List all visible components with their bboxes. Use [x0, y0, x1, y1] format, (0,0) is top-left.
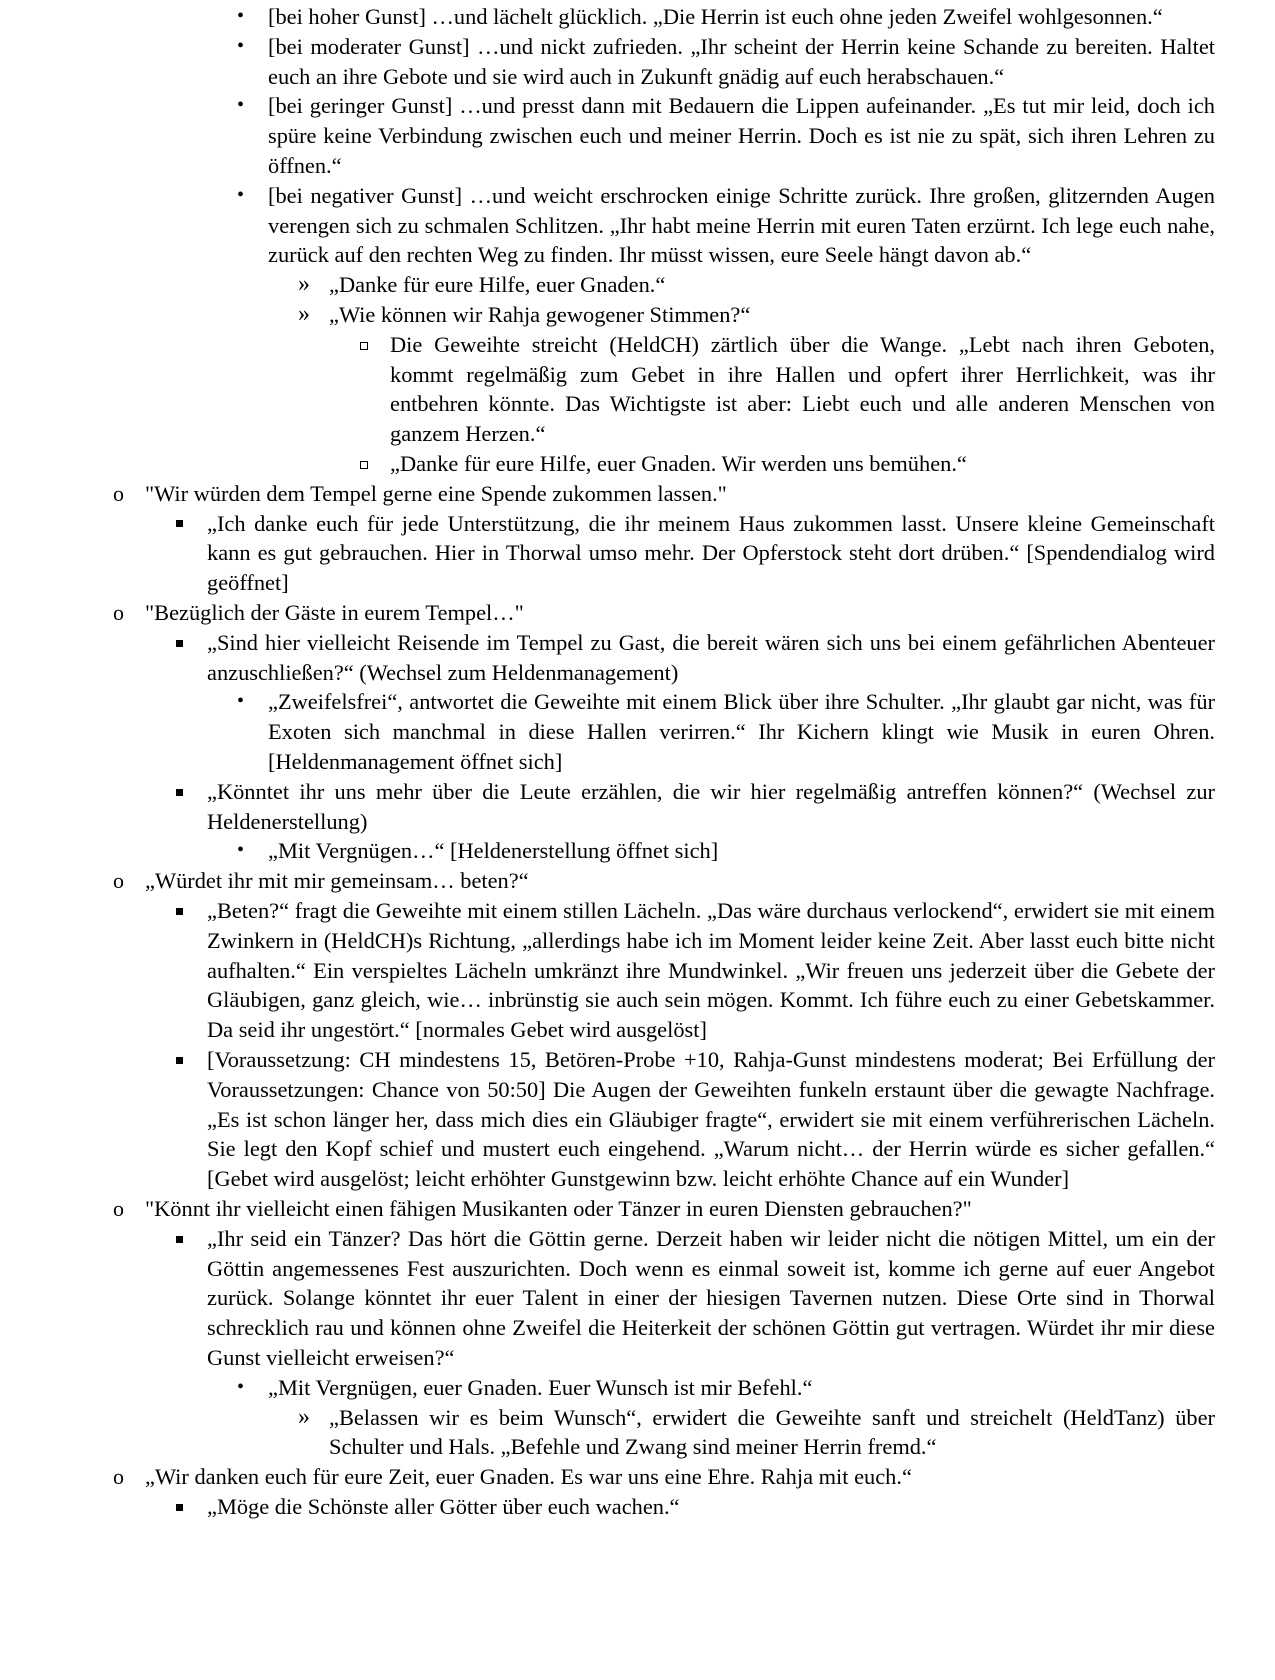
list-item-text: "Bezüglich der Gäste in eurem Tempel…": [145, 600, 524, 625]
list-item-text: „Zweifelsfrei“, antwortet die Geweihte mit einem Blick über ihre Schulter. „Ihr glaubt gar nicht, was für Exoten sich manchmal in diese Hallen verirren.“ Ihr Kichern klingt wie Musik in euren Ohren. [Heldenmanagement öffnet sich]: [268, 689, 1215, 774]
list-item-text: „Ich danke euch für jede Unterstützung, die ihr meinem Haus zukommen lasst. Unsere kleine Gemeinschaft kann es gut gebrauchen. Hier in Thorwal umso mehr. Der Opferstock steht dort drüben.“ [Spendendialog wird geöffnet]: [207, 510, 1215, 596]
list-item: [207, 1492, 1215, 1522]
list-item-text: "Könnt ihr vielleicht einen fähigen Musikanten oder Tänzer in euren Diensten gebrauchen?": [145, 1196, 972, 1221]
list-item: [390, 449, 1215, 479]
list-item: [207, 1045, 1215, 1194]
level2-bullet: [176, 1492, 183, 1522]
list-item: [207, 1224, 1215, 1373]
list-item-text: „Wir danken euch für eure Zeit, euer Gnaden. Es war uns eine Ehre. Rahja mit euch.“: [145, 1464, 912, 1490]
list-item: [207, 509, 1215, 598]
list-item-text: Die Geweihte streicht (HeldCH) zärtlich über die Wange. „Lebt nach ihren Geboten, kommt regelmäßig zum Gebet in ihre Hallen und opfert ihrer Herrlichkeit, was ihr entbehren könnte. Das Wichtigste ist aber: Liebt euch und alle anderen Menschen von ganzem Herzen.“: [390, 331, 1215, 447]
level4-bullet: »: [298, 301, 310, 327]
list-item-text: „Würdet ihr mit mir gemeinsam… beten?“: [145, 868, 529, 894]
list-item: [329, 270, 1215, 300]
list-item-text: "Wir würden dem Tempel gerne eine Spende zukommen lassen.": [145, 480, 727, 506]
list-item: [268, 836, 1215, 866]
list-item-text: „Sind hier vielleicht Reisende im Tempel zu Gast, die bereit wären sich uns bei einem gefährlichen Abenteuer anzuschließen?“ (Wechsel zum Heldenmanagement): [207, 629, 1215, 685]
level1-bullet: o: [113, 600, 124, 625]
list-item: [268, 2, 1215, 32]
level2-bullet: [176, 1224, 183, 1254]
list-item: [390, 330, 1215, 449]
list-item: [268, 1373, 1215, 1403]
level3-bullet: •: [237, 5, 245, 27]
level2-bullet: [176, 628, 183, 658]
level1-bullet: o: [113, 1464, 124, 1490]
list-item-text: „Wie können wir Rahja gewogener Stimmen?“: [329, 302, 751, 327]
level2-bullet: [176, 509, 183, 539]
level5-bullet: [360, 449, 368, 479]
list-item: [145, 1194, 1215, 1224]
level1-bullet: o: [113, 868, 124, 894]
level4-bullet: »: [298, 1403, 310, 1430]
list-item-text: „Danke für eure Hilfe, euer Gnaden. Wir werden uns bemühen.“: [390, 451, 967, 476]
level4-bullet: »: [298, 271, 310, 298]
list-item: [329, 1403, 1215, 1463]
level2-bullet: [176, 777, 183, 807]
list-item-text: [bei hoher Gunst] …und lächelt glücklich. „Die Herrin ist euch ohne jeden Zweifel wohlgesonnen.“: [268, 4, 1163, 29]
list-item-text: „Beten?“ fragt die Geweihte mit einem stillen Lächeln. „Das wäre durchaus verlockend“, erwidert sie mit einem Zwinkern in (HeldCH)s Richtung, „allerdings habe ich im Moment leider keine Zeit. Aber lasst euch bitte nicht aufhalten.“ Ein verspieltes Lächeln umkränzt ihre Mundwinkel. „Wir freuen uns jederzeit über die Gebete der Gläubigen, ganz gleich, wie… inbrünstig sie auch sein mögen. Kommt. Ich führe euch zu einer Gebetskammer. Da seid ihr ungestört.“ [normales Gebet wird ausgelöst]: [207, 898, 1215, 1043]
level3-bullet: •: [237, 183, 245, 206]
level3-bullet: •: [237, 94, 245, 117]
list-item: [207, 777, 1215, 837]
list-item-text: [Voraussetzung: CH mindestens 15, Betören-Probe +10, Rahja-Gunst mindestens moderat; Bei Erfüllung der Voraussetzungen: Chance von 50:50] Die Augen der Geweihten funkeln erstaunt über die gewagte Nachfrage. „Es ist schon länger her, dass mich dies ein Gläubiger fragte“, erwidert sie mit einem verführerischen Lächeln. Sie legt den Kopf schief und mustert euch eingehend. „Warum nicht… der Herrin würde es sicher gefallen.“ [Gebet wird ausgelöst; leicht erhöhter Gunstgewinn bzw. leicht erhöhte Chance auf ein Wunder]: [207, 1047, 1215, 1192]
level1-bullet: o: [113, 480, 124, 506]
list-item-text: „Mit Vergnügen…“ [Heldenerstellung öffnet sich]: [268, 838, 719, 864]
level3-bullet: •: [237, 1375, 245, 1398]
list-item-text: „Danke für eure Hilfe, euer Gnaden.“: [329, 272, 666, 298]
list-item-text: [bei moderater Gunst] …und nickt zufrieden. „Ihr scheint der Herrin keine Schande zu bereiten. Haltet euch an ihre Gebote und sie wird auch in Zukunft gnädig auf euch herabschauen.“: [268, 33, 1215, 89]
list-item: [207, 628, 1215, 688]
list-item: [145, 866, 1215, 896]
level5-bullet: [360, 330, 368, 360]
list-item: [145, 1462, 1215, 1492]
level3-bullet: •: [237, 690, 245, 713]
list-item-text: „Belassen wir es beim Wunsch“, erwidert die Geweihte sanft und streichelt (HeldTanz) über Schulter und Hals. „Befehle und Zwang sind meiner Herrin fremd.“: [329, 1404, 1215, 1460]
level3-bullet: •: [237, 839, 245, 862]
list-item: [329, 300, 1215, 330]
list-item-text: [bei negativer Gunst] …und weicht erschrocken einige Schritte zurück. Ihre großen, glitzernden Augen verengen sich zu schmalen Schlitzen. „Ihr habt meine Herrin mit euren Taten erzürnt. Ich lege euch nahe, zurück auf den rechten Weg zu finden. Ihr müsst wissen, eure Seele hängt davon ab.“: [268, 182, 1215, 268]
list-item-text: [bei geringer Gunst] …und presst dann mit Bedauern die Lippen aufeinander. „Es tut mir leid, doch ich spüre keine Verbindung zwischen euch und meiner Herrin. Doch es ist nie zu spät, sich ihren Lehren zu öffnen.“: [268, 93, 1215, 178]
level2-bullet: [176, 1045, 183, 1075]
list-item-text: „Mit Vergnügen, euer Gnaden. Euer Wunsch ist mir Befehl.“: [268, 1374, 813, 1400]
level2-bullet: [176, 896, 183, 926]
list-item: [207, 896, 1215, 1045]
list-item-text: „Ihr seid ein Tänzer? Das hört die Göttin gerne. Derzeit haben wir leider nicht die nötigen Mittel, um ein der Göttin angemessenes Fest auszurichten. Doch wenn es einmal soweit ist, komme ich gerne auf euer Angebot zurück. Solange könntet ihr euer Talent in einer der hiesigen Tavernen nutzen. Diese Orte sind in Thorwal schrecklich rau und können ohne Zweifel die Heiterkeit der schönen Göttin gut vertragen. Würdet ihr mir diese Gunst vielleicht erweisen?“: [207, 1225, 1215, 1370]
level1-bullet: o: [113, 1196, 124, 1221]
list-item: [268, 687, 1215, 776]
list-item: [145, 598, 1215, 628]
list-item: [145, 479, 1215, 509]
list-item-text: „Möge die Schönste aller Götter über euch wachen.“: [207, 1494, 680, 1519]
level3-bullet: •: [237, 34, 245, 57]
list-item: [268, 32, 1215, 92]
list-item-text: „Könntet ihr uns mehr über die Leute erzählen, die wir hier regelmäßig antreffen können?“ (Wechsel zur Heldenerstellung): [207, 778, 1215, 834]
list-item: [268, 91, 1215, 180]
list-item: [268, 181, 1215, 270]
